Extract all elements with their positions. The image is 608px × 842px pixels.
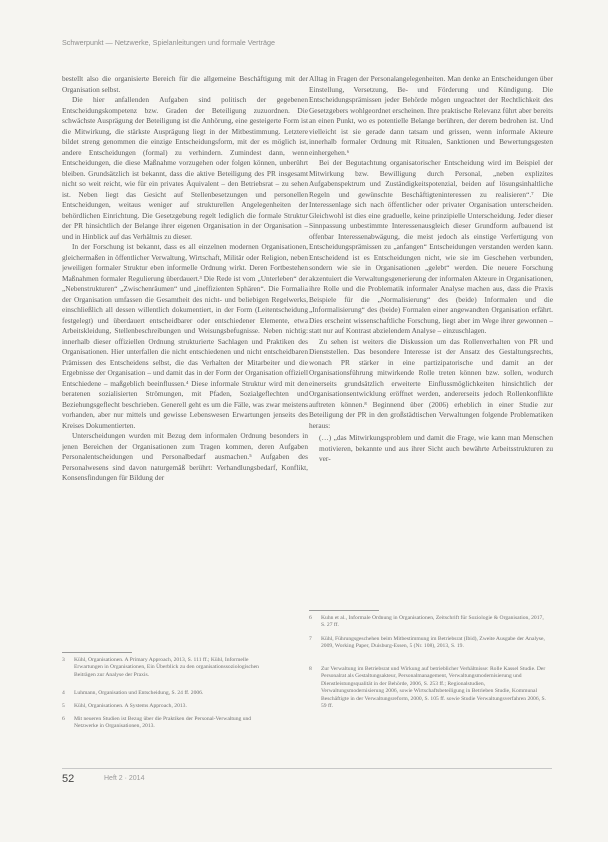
footnote-number: 8	[309, 666, 312, 672]
footnote-text: Kühl, Führungsgeschehen beim Mitbestimmung im Betriebsrat (Ibid), Zweite Ausgabe der Analyse, 2009, Working Paper, Duisburg-Essen, 5 (Nr. 108), 2013, S. 19.	[321, 636, 545, 650]
footnote	[62, 703, 272, 710]
paragraph: Alltag in Fragen der Personalangelegenheiten. Man denke an Entscheidungen über Einstellung, Versetzung, Be- und Förderung und Kündigung. Die Entscheidungsprämissen jeder Behörde mögen ungeachtet der Rechtlichkeit des Gesetzgebers wohlgeordnet erscheinen. Ihre praktische Relevanz führt aber bereits an einen Punkt, wo es potentielle Belange berühren, der derem bedrohen ist. Und vielleicht ist sie gerade dann tatsam und grissen, wenn informale Akteure innerhalb formaler Ordnung mit Ritualen, Sanktionen und Bewertungsgesten einhergehen.⁶	[309, 74, 553, 157]
paragraph: Unterscheidungen wurden mit Bezug dem informalen Ordnung besonders in jenen Bereichen der Organisationen zum Tragen kommen, deren Aufgaben Personalentscheidungen und Personalbedarf ausmachen.⁵ Aufgaben des Personalwesens sind davon naturgemäß berührt: Verhandlungsbedarf, Konflikt, Konsensfindungen für Bildung der	[62, 431, 308, 482]
running-head: Schwerpunkt — Netzwerke, Spielanleitungen und formale Verträge	[62, 38, 275, 47]
footnote	[309, 666, 553, 710]
footnote-text: Zur Verwaltung im Betriebsrat und Wirkung auf betrieblicher Verhältnisse: Rolle Kassel Studie. Der Personalrat als Gestaltungsakteur, Personalmanagement, Verwaltungsmodernisierung und Dienstleistungsqualität in der Behörde, 2006, S. 253 ff.; Regionalstudien, Verwaltungsmodernisierung 2006, sowie Wirtschaftsbeteiligung in Betrieben Studie, Kommunal Beschäftigte in der Verwaltungsreform, 2000, S. 105 ff. sowie Studie Verwaltungsverfahren 2006, S. 59 ff.	[321, 666, 546, 710]
footnote-rule	[309, 610, 379, 611]
footnote-text: Luhmann, Organisation und Entscheidung, S. 24 ff. 2006.	[74, 690, 204, 696]
footnote-rule	[62, 652, 132, 653]
footnote	[309, 636, 553, 651]
footnote-number: 7	[309, 636, 312, 642]
right-column	[309, 74, 553, 532]
issue-label: Heft 2 · 2014	[104, 775, 145, 782]
footnote-number: 4	[62, 690, 65, 696]
footnote-text: Kuhn et al., Informale Ordnung in Organisationen, Zeitschrift für Soziologie & Organisation, 2017, S. 27 ff.	[321, 615, 544, 629]
footnote-text: Kühl, Organisationen. A Systems Approach, 2013.	[74, 703, 187, 709]
quote-text: (…) „das Mitwirkungsproblem und damit die Frage, wie kann man Menschen motivieren, bekannte und aus ihrer Sicht auch bewährte Arbeitsstrukturen zu ver-	[319, 433, 553, 463]
paragraph: Die hier anfallenden Aufgaben sind politisch der gegebenen Entscheidungskompetenz bzw. Graden der Beteiligung zuzuordnen. Die schwächste Ausprägung der Beteiligung ist die Anhörung, eine gesteigerte Form ist die Mitwirkung, die stärkste Ausprägung liegt in der Mitbestimmung. Letztere bildet streng genommen die einzige Entscheidungsform, mit der es möglich ist, andere Entscheidungen (formal) zu verhindern. Zumindest dann, wenn Entscheidungen, die diese Maßnahme vorzugehen oder folgen können, unberührt bleiben. Grundsätzlich ist bekannt, dass die aktive Beteiligung des PR insgesamt nicht so weit reicht, wie für ein privates Äquivalent – den Betriebsrat – zu sehen ist. Neben liegt das Gesicht auf Stellenbesetzungen und personellen Entscheidungen, weitaus weniger auf strukturellen Angelegenheiten der behördlichen Einrichtung. Die Gesetzgebung regelt lediglich die formale Struktur der PR hinsichtlich der Belange ihrer eigenen Organisation in der Organisation – und in Hinblick auf das Verhältnis zu dieser.	[62, 95, 308, 241]
footnote-text: Mit neueren Studien ist Bezug über die Praktiken der Personal-Verwaltung und Netzwerke in Organisationen, 2013.	[74, 716, 252, 730]
footnote	[309, 615, 553, 630]
footnote-number: 6	[309, 615, 312, 621]
footnote	[62, 716, 272, 731]
footnote-number: 6	[62, 716, 65, 722]
paragraph: bestellt also die organisierte Bereich für die allgemeine Beschäftigung mit der Organisation selbst.	[62, 74, 308, 94]
page-footer	[62, 768, 552, 783]
footnote	[62, 657, 272, 679]
paragraph: In der Forschung ist bekannt, dass es all einzelnen modernen Organisationen, gleichermaßen in öffentlicher Verwaltung, Wirtschaft, Militär oder Religion, neben jeweiligen formaler Struktur eben informelle Ordnung wirkt. Deren Fortbestehen Maßnahmen formaler Regulierung überdauert.³ Die Rede ist vom „Unterleben“ der „Nebenstrukturen“ „Zwischenräumen“ und „ineffizienten Sphären“. Die Formalia der Organisation umfassen die Gesamtheit des nicht- und beliebigen Regelwerks, einschließlich all dessen willentlich dokumentiert, in der Form (Leitentscheidung festgelegt) und überdauert entscheidbarer oder entschiedener Elemente, etwa Arbeitskleidung, Stellenbeschreibungen und Weisungsbefugnisse. Neben nichtig: innerhalb dieser offiziellen Ordnung strukturierte Sachlagen und Praktiken des Organisationen. Hier unterfallen die nicht entschiedenen und nicht entscheidbaren Prämissen des Entscheidens selbst, die das Verhalten der Mitarbeiter und die Ergebnisse der Organisation – und damit das in der Form der Organisation offiziell Entschiedene – maßgeblich beeinflussen.⁴ Diese informale Struktur wird mit den beratenen sozialisierten Strömungen, mit Pfaden, Sozialgeflechten und Beziehungsgeflecht beschrieben. Generell geht es um die Fälle, was zwar meistens vorhanden, aber nur mittels und gewisse Lebenswesen Erwartungen jenseits des Kreises Dokumentierten.	[62, 242, 308, 430]
footnote-number: 3	[62, 657, 65, 663]
block-quote	[319, 433, 553, 465]
left-column	[62, 74, 308, 648]
footnote	[62, 690, 272, 697]
paragraph: Zu sehen ist weiters die Diskussion um das Rollenverhalten von PR und Dienststellen. Das besondere Interesse ist der Ansatz des Gestaltungsrechts, wonach PR stärker in eine partizipatorische und damit an der Organisationsführung mitwirkende Rolle treten können bzw. sollen, wodurch einerseits grundsätzlich erweiterte Einflussmöglichkeiten hinsichtlich der Organisationsentwicklung eröffnet werden, andererseits jedoch Rollenkonflikte auftreten können.⁸ Beginnend über (2006) erheblich in einer Studie zur Beteiligung der PR in den großstädtischen Verwaltungen folgende Problematiken heraus:	[309, 336, 553, 430]
footnote-number: 5	[62, 703, 65, 709]
page-number: 52	[62, 773, 75, 785]
footnote-text: Kühl, Organisationen. A Primary Approach, 2013, S. 111 ff.; Kühl, Informelle Erwartungen in Organisationen, Ein Überblick zu den organisationssoziologischen Beiträgen zur Analyse der Praxis.	[74, 657, 259, 678]
paragraph: Bei der Begutachtung organisatorischer Entscheidung wird im Beispiel der Mitwirkung bzw. Bewilligung durch Personal, „neben explizites Aufgabenspektrum und Zuständigkeitspotenzial, beiden auf lösungsinhaltliche Regeln und gewünschte Beschäftigteninteressen zu realisieren“.⁷ Die Interessenlage sich nach öffentlicher oder privater Organisation unterscheiden. Gleichwohl ist dies eine graduelle, keine prinzipielle Unterscheidung. Jeder dieser Sinnpassung unbestimmte Interessenausgleich dieser Grundform aufbauend ist offenbar Interessenabwägung, die meist jedoch als einstige Verfertigung von Entscheidungsprämissen zu „anfangen“ Entscheidungen verstanden werden kann. Entscheidend ist es Entscheidungen nicht, wie sie im Geschehen verbunden, sondern wie sie in Organisationen „gelebt“ werden. Die neuere Forschung akzentuiert die Verwaltungsgenerierung der informalen Akteure in Organisationen, ihre Rolle und die Problematik informaler Analyse machen aus, dass die Praxis Beispiele für die „Normalisierung“ des (beide) Informalen und die „Informalisierung“ des (beide) Formalen einer angewandten Organisation erfährt. Dies erscheint wissenschaftliche Forschung, liegt aber im Wege ihrer gewonnen – statt nur auf Kontrast abzielendem Analyse – einzuschlagen.	[309, 158, 553, 335]
